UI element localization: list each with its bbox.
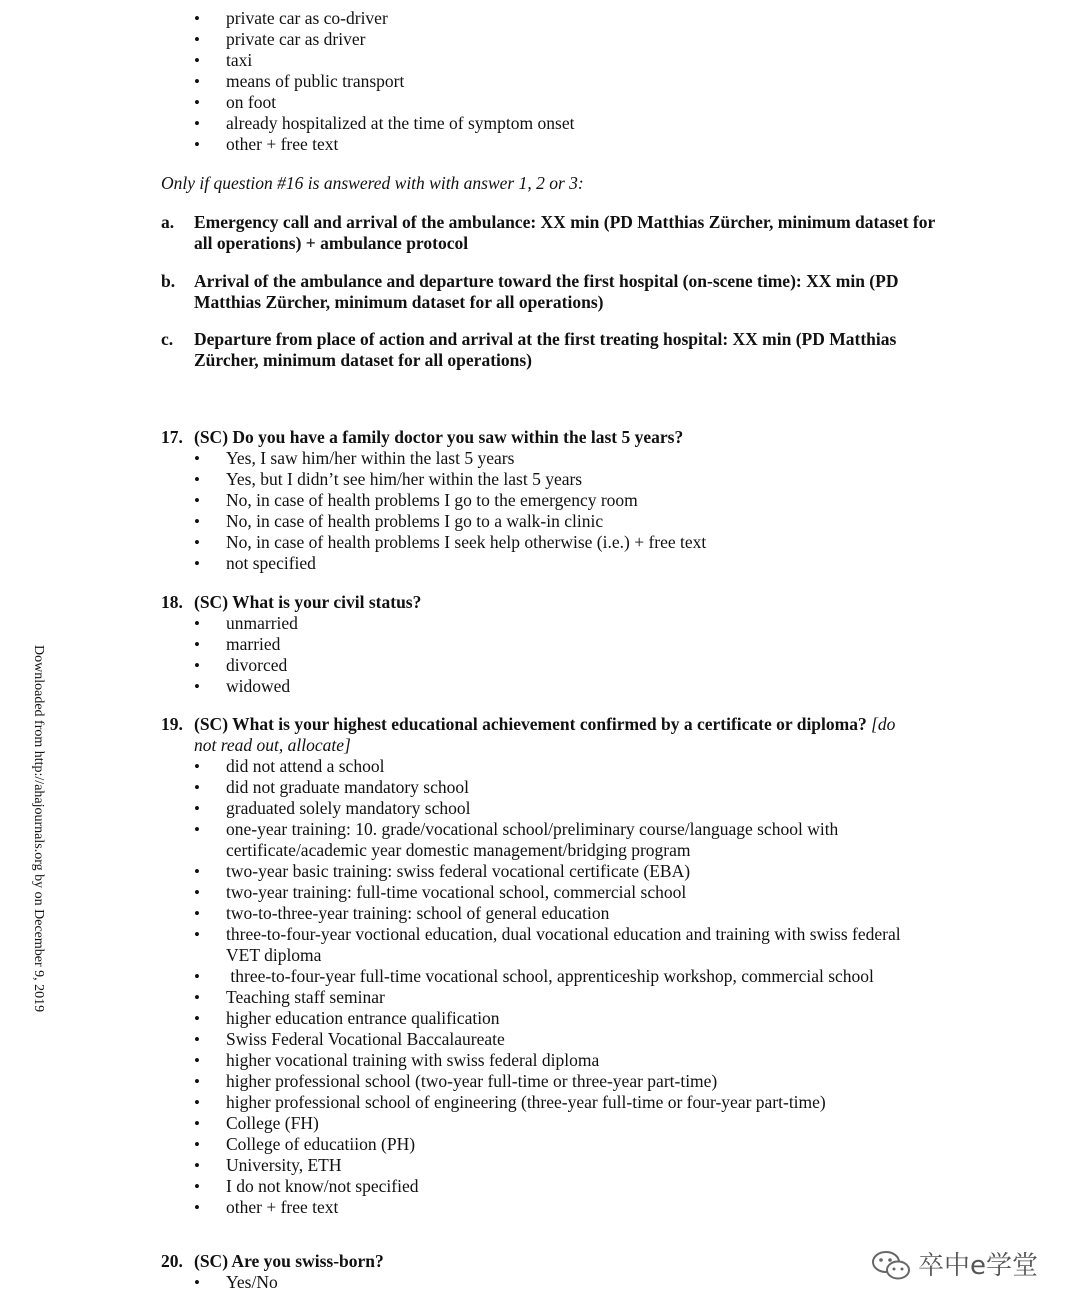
question-number: 18. xyxy=(161,592,183,612)
answer-option: • three-to-four-year full-time vocational school, apprenticeship workshop, commercial school xyxy=(0,966,1080,987)
answer-option: • Yes, but I didn’t see him/her within the last 5 years xyxy=(0,469,1080,490)
condition-note: Only if question #16 is answered with with answer 1, 2 or 3: xyxy=(161,173,584,193)
list-item: • private car as driver xyxy=(0,29,1080,50)
question-number: 20. xyxy=(161,1251,183,1271)
timing-label: b. xyxy=(161,271,176,291)
answer-option: • did not attend a school xyxy=(0,756,1080,777)
answer-option: • other + free text xyxy=(0,1197,1080,1218)
answer-option: • University, ETH xyxy=(0,1155,1080,1176)
answer-option: • College of educatiion (PH) xyxy=(0,1134,1080,1155)
answer-option: • higher professional school (two-year full-time or three-year part-time) xyxy=(0,1071,1080,1092)
answer-option: • I do not know/not specified xyxy=(0,1176,1080,1197)
question-heading xyxy=(0,714,1080,756)
answer-option: • did not graduate mandatory school xyxy=(0,777,1080,798)
download-notice: Downloaded from http://ahajournals.org by on December 9, 2019 xyxy=(31,645,46,1013)
answer-option: • Yes, I saw him/her within the last 5 years xyxy=(0,448,1080,469)
question-text: (SC) What is your highest educational achievement confirmed by a certificate or diploma? xyxy=(194,714,867,734)
question-text: (SC) Are you swiss-born? xyxy=(194,1251,384,1271)
list-item: • on foot xyxy=(0,92,1080,113)
answer-option: • Teaching staff seminar xyxy=(0,987,1080,1008)
answer-option: • two-year basic training: swiss federal vocational certificate (EBA) xyxy=(0,861,1080,882)
answer-option: • two-year training: full-time vocational school, commercial school xyxy=(0,882,1080,903)
answer-option: • unmarried xyxy=(0,613,1080,634)
answer-option: • one-year training: 10. grade/vocational school/preliminary course/language school with certificate/academic year domestic management/bridging program xyxy=(0,819,916,861)
answer-option: • No, in case of health problems I seek help otherwise (i.e.) + free text xyxy=(0,532,1080,553)
timing-label: a. xyxy=(161,212,175,232)
list-item: • taxi xyxy=(0,50,1080,71)
question-17 xyxy=(0,427,1080,574)
answer-option: • No, in case of health problems I go to the emergency room xyxy=(0,490,1080,511)
answer-list xyxy=(0,448,1080,574)
answer-option: • widowed xyxy=(0,676,1080,697)
transport-list xyxy=(0,8,1080,155)
interviewer-note: [do not read out, allocate] xyxy=(194,714,896,755)
answer-list xyxy=(0,756,1080,1218)
list-item: • means of public transport xyxy=(0,71,1080,92)
answer-option: • higher vocational training with swiss federal diploma xyxy=(0,1050,1080,1071)
list-item: • private car as co-driver xyxy=(0,8,1080,29)
timing-text: Emergency call and arrival of the ambulance: XX min (PD Matthias Zürcher, minimum dataset for all operations) + ambulance protocol xyxy=(194,212,935,253)
answer-list xyxy=(0,613,1080,697)
watermark-text: 卒中e学堂 xyxy=(918,1251,1038,1281)
answer-option: • three-to-four-year voctional education, dual vocational education and training with swiss federal VET diploma xyxy=(0,924,916,966)
question-18 xyxy=(0,592,1080,697)
answer-option: • divorced xyxy=(0,655,1080,676)
watermark xyxy=(870,1248,1038,1285)
answer-option: • not specified xyxy=(0,553,1080,574)
answer-option: • two-to-three-year training: school of general education xyxy=(0,903,1080,924)
question-text: (SC) What is your civil status? xyxy=(194,592,422,612)
answer-option: • higher education entrance qualification xyxy=(0,1008,1080,1029)
timing-text: Arrival of the ambulance and departure toward the first hospital (on-scene time): XX min (PD Matthias Zürcher, minimum dataset for all operations) xyxy=(194,271,899,312)
answer-option: • graduated solely mandatory school xyxy=(0,798,1080,819)
question-19 xyxy=(0,714,1080,1218)
timing-text: Departure from place of action and arrival at the first treating hospital: XX min (PD Matthias Zürcher, minimum dataset for all operations) xyxy=(194,329,897,370)
answer-option: • Swiss Federal Vocational Baccalaureate xyxy=(0,1029,1080,1050)
timing-label: c. xyxy=(161,329,174,349)
question-heading xyxy=(0,427,1080,448)
wechat-icon xyxy=(870,1248,918,1285)
list-item: • other + free text xyxy=(0,134,1080,155)
list-item: • already hospitalized at the time of symptom onset xyxy=(0,113,1080,134)
question-heading xyxy=(0,592,1080,613)
answer-option: • married xyxy=(0,634,1080,655)
question-number: 17. xyxy=(161,427,183,447)
question-text: (SC) Do you have a family doctor you saw within the last 5 years? xyxy=(194,427,684,447)
question-number: 19. xyxy=(161,714,183,734)
answer-option: • College (FH) xyxy=(0,1113,1080,1134)
answer-option: • Yes/No xyxy=(0,1272,1080,1293)
answer-option: • No, in case of health problems I go to a walk-in clinic xyxy=(0,511,1080,532)
answer-option: • higher professional school of engineering (three-year full-time or four-year part-time) xyxy=(0,1092,1080,1113)
